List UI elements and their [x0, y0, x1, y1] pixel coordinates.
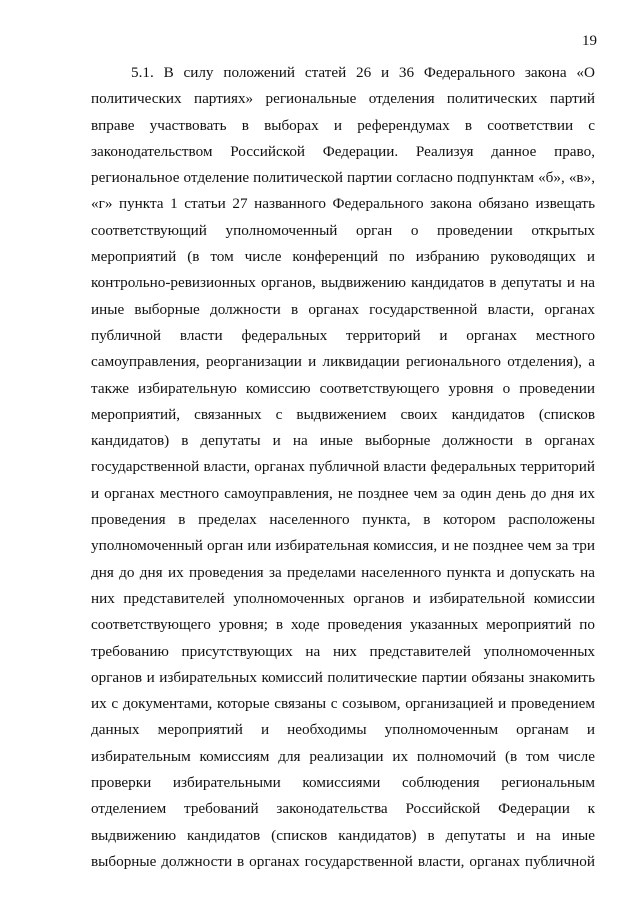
- page-number: 19: [582, 33, 597, 49]
- paragraph-line: самоуправления, реорганизации и ликвидации регионального отделения), а: [91, 353, 595, 371]
- paragraph-line: региональное отделение политической партии согласно подпунктам «б», «в»,: [91, 169, 595, 187]
- paragraph-line: 5.1. В силу положений статей 26 и 36 Федерального закона «О: [131, 64, 595, 81]
- paragraph-line: вправе участвовать в выборах и референдумах в соответствии с: [91, 116, 595, 134]
- paragraph-line: кандидатов) в депутаты и на иные выборные должности в органах: [91, 432, 595, 450]
- paragraph-line: мероприятий (в том числе конференций по избранию руководящих и: [91, 248, 595, 266]
- paragraph-line: органов и избирательных комиссий политические партии обязаны знакомить: [91, 668, 595, 686]
- paragraph-line: проверки избирательными комиссиями соблюдения региональным: [91, 774, 595, 792]
- paragraph-line: соответствующий уполномоченный орган о проведении открытых: [91, 221, 595, 239]
- paragraph-line: контрольно-ревизионных органов, выдвижению кандидатов в депутаты и на: [91, 274, 595, 292]
- paragraph-line: соответствующего уровня; в ходе проведения указанных мероприятий по: [91, 616, 595, 634]
- paragraph-line: и органах местного самоуправления, не позднее чем за один день до дня их: [91, 484, 595, 502]
- paragraph-line: государственной власти, органах публичной власти федеральных территорий: [91, 458, 595, 476]
- paragraph-line: законодательством Российской Федерации. Реализуя данное право,: [91, 142, 595, 160]
- paragraph-line: «г» пункта 1 статьи 27 названного Федерального закона обязано извещать: [91, 195, 595, 213]
- paragraph-line: них представителей уполномоченных органов и избирательной комиссии: [91, 589, 595, 607]
- paragraph-line: мероприятий, связанных с выдвижением своих кандидатов (списков: [91, 405, 595, 423]
- paragraph-line: дня до дня их проведения за пределами населенного пункта и допускать на: [91, 563, 595, 581]
- paragraph-line: политических партиях» региональные отделения политических партий: [91, 90, 595, 108]
- paragraph-line: их с документами, которые связаны с созывом, организацией и проведением: [91, 695, 595, 713]
- paragraph-line: требованию присутствующих на них представителей уполномоченных: [91, 642, 595, 660]
- paragraph-line: данных мероприятий и необходимы уполномоченным органам и: [91, 721, 595, 739]
- paragraph-line: выборные должности в органах государственной власти, органах публичной: [91, 852, 595, 870]
- paragraph-line: отделением требований законодательства Российской Федерации к: [91, 800, 595, 818]
- paragraph-line: публичной власти федеральных территорий и органах местного: [91, 326, 595, 344]
- paragraph-5-1: [91, 60, 595, 875]
- paragraph-line: выдвижению кандидатов (списков кандидатов) в депутаты и на иные: [91, 826, 595, 844]
- paragraph-line: также избирательную комиссию соответствующего уровня о проведении: [91, 379, 595, 397]
- paragraph-line: избирательным комиссиям для реализации их полномочий (в том числе: [91, 747, 595, 765]
- paragraph-line: проведения в пределах населенного пункта, в котором расположены: [91, 511, 595, 529]
- paragraph-line: иные выборные должности в органах государственной власти, органах: [91, 300, 595, 318]
- paragraph-line: уполномоченный орган или избирательная комиссия, и не позднее чем за три: [91, 537, 595, 555]
